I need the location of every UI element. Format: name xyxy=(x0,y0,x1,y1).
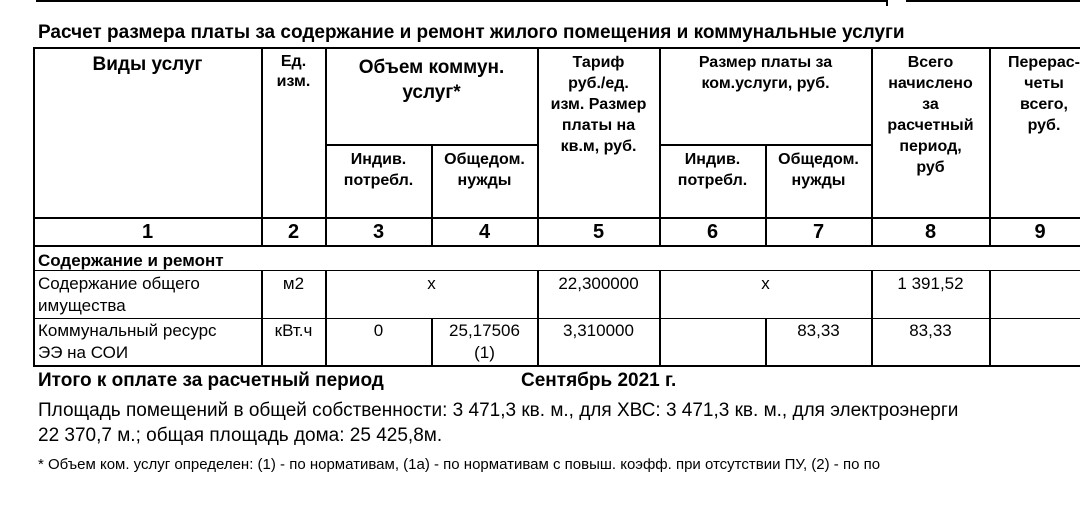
column-number: 1 xyxy=(141,221,154,243)
row-service-name: Коммунальный ресурс ЭЭ на СОИ xyxy=(38,321,217,362)
column-number: 6 xyxy=(706,221,719,243)
top-border-left xyxy=(36,0,888,2)
total-label: Итого к оплате за расчетный период xyxy=(38,370,384,391)
column-number: 2 xyxy=(287,221,300,243)
section-title: Содержание и ремонт xyxy=(38,251,224,270)
column-number: 4 xyxy=(478,221,491,243)
column-number: 9 xyxy=(1034,221,1046,243)
header-total: Всего начислено за расчетный период, руб xyxy=(887,54,974,176)
area-info: Площадь помещений в общей собственности: 3 471,3 кв. м., для ХВС: 3 471,3 кв. м., для электроэнерги 22 370,7 м.; общая площадь дома: 25 425,8м. xyxy=(38,400,959,446)
row-total: 1 391,52 xyxy=(897,274,964,293)
row-payment-common: 83,33 xyxy=(797,321,840,340)
row-payment-merged: х xyxy=(761,274,770,293)
header-volume-indiv: Индив. потребл. xyxy=(343,151,414,189)
header-services: Виды услуг xyxy=(92,54,203,75)
row-unit: кВт.ч xyxy=(274,321,313,340)
header-unit: Ед. изм. xyxy=(276,53,311,90)
row-unit: м2 xyxy=(282,274,305,293)
header-volume: Объем коммун. услуг* xyxy=(358,57,505,103)
row-volume-merged: х xyxy=(427,274,436,293)
header-recalc: Перерас- четы всего, руб. xyxy=(1008,54,1080,134)
column-number: 8 xyxy=(924,221,937,243)
header-payment: Размер платы за ком.услуги, руб. xyxy=(698,54,833,92)
header-payment-common: Общедом. нужды xyxy=(778,151,859,189)
footnote: * Объем ком. услуг определен: (1) - по нормативам, (1а) - по нормативам с повыш. коэфф. при отсутствии ПУ, (2) - по по xyxy=(38,456,881,473)
document-title: Расчет размера платы за содержание и ремонт жилого помещения и коммунальные услуги xyxy=(38,22,905,43)
row-total: 83,33 xyxy=(909,321,952,340)
top-border-tick xyxy=(886,0,888,6)
header-volume-common: Общедом. нужды xyxy=(444,151,525,189)
row-volume-common: 25,17506 (1) xyxy=(449,321,520,362)
row-tariff: 22,300000 xyxy=(558,274,639,293)
header-tariff: Тариф руб./ед. изм. Размер платы на кв.м, руб. xyxy=(550,54,647,155)
column-number: 5 xyxy=(592,221,605,243)
column-number: 3 xyxy=(372,221,385,243)
column-number: 7 xyxy=(812,221,825,243)
row-tariff: 3,310000 xyxy=(563,321,634,340)
row-service-name: Содержание общего имущества xyxy=(38,274,200,315)
top-border-right xyxy=(906,0,1080,2)
header-payment-indiv: Индив. потребл. xyxy=(677,151,748,189)
billing-period: Сентябрь 2021 г. xyxy=(521,370,677,391)
row-volume-indiv: 0 xyxy=(373,321,384,340)
